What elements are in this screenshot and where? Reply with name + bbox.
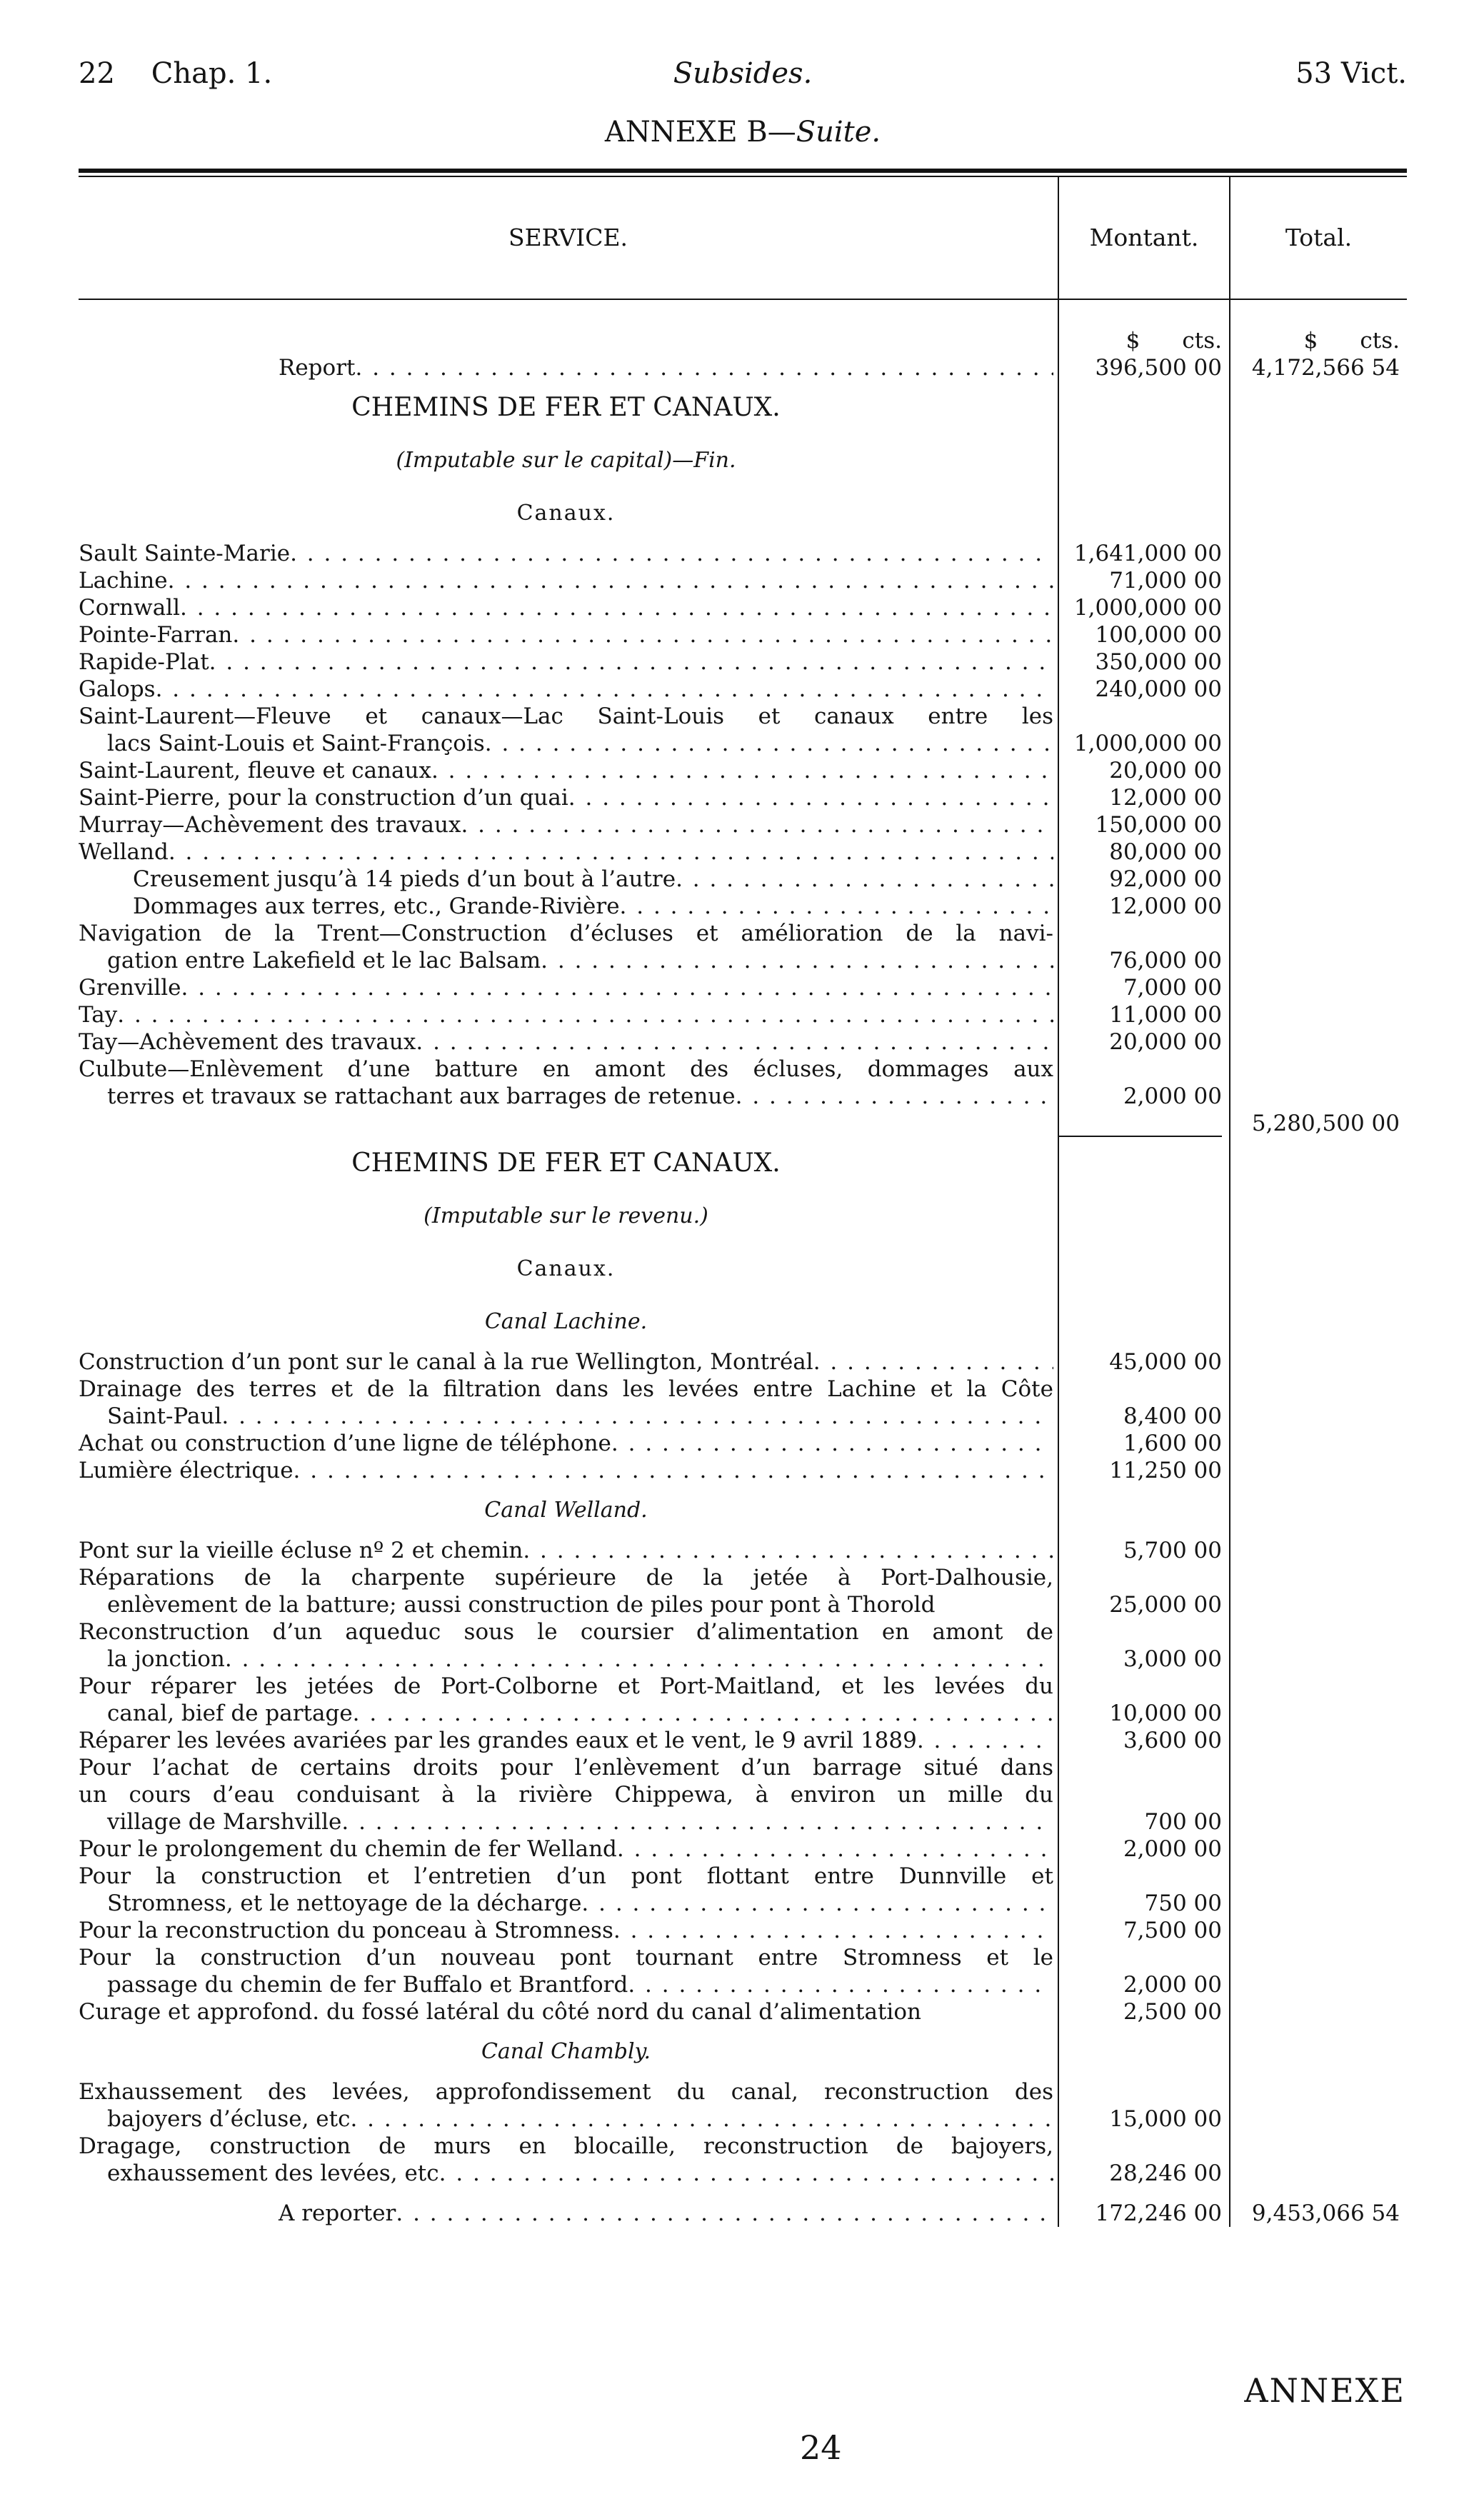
item-label-text: passage du chemin de fer Buffalo et Brantford: [107, 1972, 628, 1998]
section2-title-row: [79, 1137, 1407, 1190]
item-amount: 10,000 00: [1058, 1700, 1230, 1727]
item-amount: 7,000 00: [1058, 974, 1230, 1001]
item-amount: 15,000 00: [1058, 2105, 1230, 2133]
item-amount: 240,000 00: [1058, 676, 1230, 703]
subtotal-rule: [1059, 1123, 1222, 1137]
item-amount: 1,641,000 00: [1058, 540, 1230, 567]
item-text-line: Dragage, construction de murs en blocaille, reconstruction de bajoyers,: [79, 2133, 1053, 2159]
item-text-line: Réparations de la charpente supérieure de la jetée à Port-Dalhousie,: [79, 1565, 1053, 1591]
item-line: [79, 920, 1407, 947]
item-text-line: Pour l’achat de certains droits pour l’enlèvement d’un barrage situé dans: [79, 1755, 1053, 1781]
page-title: Subsides.: [673, 57, 813, 90]
item-label: [79, 866, 1053, 893]
item-line: [79, 1944, 1407, 1971]
item-row: [79, 540, 1407, 567]
item-label: [79, 2105, 1053, 2133]
item-label-text: Creusement jusqu’à 14 pieds d’un bout à l’autre: [133, 866, 676, 892]
item-amount: 45,000 00: [1058, 1348, 1230, 1376]
item-label: [79, 676, 1053, 703]
item-row: [79, 1727, 1407, 1754]
item-amount: 5,700 00: [1058, 1537, 1230, 1564]
item-label-text: Pointe-Farran: [79, 622, 233, 648]
item-label-text: Tay—Achèvement des travaux: [79, 1029, 416, 1055]
item-line: [79, 1618, 1407, 1646]
item-row: [79, 621, 1407, 648]
item-row: [79, 1028, 1407, 1056]
page-number: 24: [800, 2428, 842, 2467]
item-row: [79, 784, 1407, 811]
item-text-line: Navigation de la Trent—Construction d’écluses et amélioration de la navi-: [79, 921, 1053, 946]
col-header-montant: Montant.: [1058, 177, 1230, 299]
item-label-text: Dommages aux terres, etc., Grande-Rivière: [133, 893, 620, 919]
item-row: [79, 974, 1407, 1001]
item-label-text: village de Marshville: [107, 1809, 342, 1835]
item-amount: 12,000 00: [1058, 784, 1230, 811]
item-row: [79, 1890, 1407, 1917]
item-amount: 12,000 00: [1058, 893, 1230, 920]
item-label: [79, 947, 1053, 974]
carry-montant: 172,246 00: [1058, 2200, 1230, 2227]
item-label: [79, 1028, 1053, 1056]
col-header-total: Total.: [1230, 177, 1407, 299]
item-amount: 350,000 00: [1058, 648, 1230, 676]
canal-welland-title-row: [79, 1484, 1407, 1537]
spacer: [79, 2187, 1407, 2200]
item-label: [79, 730, 1053, 757]
item-amount: 1,600 00: [1058, 1430, 1230, 1457]
item-label: [79, 567, 1053, 594]
item-text-line: Reconstruction d’un aqueduc sous le coursier d’alimentation en amont de: [79, 1619, 1053, 1645]
item-row: [79, 1917, 1407, 1944]
item-label-text: Pour le prolongement du chemin de fer Welland: [79, 1836, 617, 1862]
item-amount: 100,000 00: [1058, 621, 1230, 648]
section2-title: CHEMINS DE FER ET CANAUX.: [351, 1148, 781, 1178]
item-amount: 28,246 00: [1058, 2160, 1230, 2187]
item-text-line: Pour la construction et l’entretien d’un pont flottant entre Dunnville et: [79, 1863, 1053, 1889]
item-label-text: Construction d’un pont sur le canal à la rue Wellington, Montréal: [79, 1349, 813, 1375]
item-amount: 2,000 00: [1058, 1971, 1230, 1998]
item-label: [79, 1727, 1053, 1754]
catchword: ANNEXE: [1244, 2371, 1405, 2410]
running-head: [79, 57, 1407, 107]
page-chapter: 22 Chap. 1.: [79, 57, 273, 90]
item-row: [79, 1457, 1407, 1484]
item-label-text: Réparer les levées avariées par les grandes eaux et le vent, le 9 avril 1889: [79, 1728, 917, 1753]
col-header-service: SERVICE.: [79, 177, 1058, 299]
canal-lachine-title-row: [79, 1296, 1407, 1348]
item-line: [79, 1673, 1407, 1700]
column-headers: [79, 177, 1407, 299]
item-text-line: Saint-Laurent—Fleuve et canaux—Lac Saint-Louis et canaux entre les: [79, 703, 1053, 729]
item-label-text: Welland: [79, 839, 169, 865]
item-amount: 76,000 00: [1058, 947, 1230, 974]
item-row: [79, 1998, 1407, 2025]
item-label: [79, 1971, 1053, 1998]
item-label-text: Rapide-Plat: [79, 649, 209, 675]
section1-title: CHEMINS DE FER ET CANAUX.: [351, 393, 781, 422]
item-amount: 7,500 00: [1058, 1917, 1230, 1944]
item-text-line: Exhaussement des levées, approfondissement du canal, reconstruction des: [79, 2079, 1053, 2105]
item-label: [79, 1457, 1053, 1484]
item-label-text: Saint-Laurent, fleuve et canaux: [79, 758, 431, 783]
item-row: [79, 1836, 1407, 1863]
item-label: [79, 1537, 1053, 1564]
item-label-text: Galops: [79, 676, 156, 702]
section1-subtitle: (Imputable sur le capital)—Fin.: [396, 448, 736, 473]
section1-subtitle-row: [79, 434, 1407, 487]
item-label: [79, 1403, 1053, 1430]
item-row: [79, 757, 1407, 784]
item-row: [79, 648, 1407, 676]
item-label-text: Stromness, et le nettoyage de la décharge: [107, 1890, 582, 1916]
item-row: [79, 1348, 1407, 1376]
section1-group-row: [79, 487, 1407, 540]
item-label: [79, 784, 1053, 811]
item-label: [79, 648, 1053, 676]
item-label-text: canal, bief de partage: [107, 1701, 353, 1726]
section1-group: Canaux.: [516, 501, 616, 526]
item-amount: 8,400 00: [1058, 1403, 1230, 1430]
unit-total: $ cts.: [1230, 299, 1407, 354]
item-row: [79, 947, 1407, 974]
item-label-text: Curage et approfond. du fossé latéral du côté nord du canal d’alimentation: [79, 1999, 921, 2025]
item-text-line: Pour la construction d’un nouveau pont tournant entre Stromness et le: [79, 1945, 1053, 1970]
item-row: [79, 1808, 1407, 1836]
item-amount: 700 00: [1058, 1808, 1230, 1836]
item-label: [79, 1591, 1053, 1618]
item-amount: 25,000 00: [1058, 1591, 1230, 1618]
item-label: [79, 2160, 1053, 2187]
item-label-text: Pour la reconstruction du ponceau à Stromness: [79, 1918, 613, 1943]
report-row: [79, 354, 1407, 381]
item-row: [79, 1700, 1407, 1727]
item-amount: 2,000 00: [1058, 1083, 1230, 1110]
item-amount: 3,600 00: [1058, 1727, 1230, 1754]
canal-welland-title: Canal Welland.: [484, 1498, 648, 1523]
section2-subtitle: (Imputable sur le revenu.): [423, 1203, 708, 1228]
item-label: [79, 540, 1053, 567]
item-row: [79, 2105, 1407, 2133]
item-label: [79, 1998, 1053, 2025]
unit-montant: $ cts.: [1058, 299, 1230, 354]
budget-table: [79, 177, 1407, 2227]
item-line: [79, 703, 1407, 730]
item-label: [79, 838, 1053, 866]
item-line: [79, 1056, 1407, 1083]
item-amount: 2,000 00: [1058, 1836, 1230, 1863]
item-amount: 11,250 00: [1058, 1457, 1230, 1484]
item-amount: 150,000 00: [1058, 811, 1230, 838]
canal-lachine-title: Canal Lachine.: [484, 1309, 648, 1334]
item-row: [79, 1001, 1407, 1028]
double-rule-thick: [79, 169, 1407, 173]
item-text-line: Culbute—Enlèvement d’une batture en amont des écluses, dommages aux: [79, 1056, 1053, 1082]
item-line: [79, 1754, 1407, 1781]
section1-total-row: [79, 1110, 1407, 1137]
item-label: [79, 594, 1053, 621]
canal-chambly-title-row: [79, 2025, 1407, 2078]
page: [79, 57, 1407, 2467]
item-label: [79, 1348, 1053, 1376]
item-label: [79, 1890, 1053, 1917]
item-label-text: Cornwall: [79, 595, 181, 621]
item-label-text: terres et travaux se rattachant aux barrages de retenue: [107, 1083, 736, 1109]
item-amount: 750 00: [1058, 1890, 1230, 1917]
unit-row: [79, 299, 1407, 354]
item-line: [79, 1564, 1407, 1591]
item-row: [79, 567, 1407, 594]
item-label-text: Saint-Pierre, pour la construction d’un quai: [79, 785, 568, 811]
item-label-text: Saint-Paul: [107, 1403, 222, 1429]
item-row: [79, 1646, 1407, 1673]
item-label: [79, 1430, 1053, 1457]
item-row: [79, 730, 1407, 757]
item-label-text: Lachine: [79, 568, 168, 594]
item-label: [79, 1646, 1053, 1673]
item-row: [79, 1430, 1407, 1457]
item-label: [79, 1808, 1053, 1836]
item-line: [79, 1781, 1407, 1808]
item-row: [79, 1971, 1407, 1998]
item-label-text: Achat ou construction d’une ligne de téléphone: [79, 1431, 611, 1456]
item-row: [79, 1083, 1407, 1110]
item-row: [79, 1591, 1407, 1618]
item-label-text: Sault Sainte-Marie: [79, 541, 291, 566]
item-label-text: bajoyers d’écluse, etc: [107, 2106, 351, 2132]
item-row: [79, 838, 1407, 866]
regnal-year: 53 Vict.: [1295, 57, 1407, 90]
item-amount: 71,000 00: [1058, 567, 1230, 594]
item-label: [79, 1836, 1053, 1863]
item-label: [79, 893, 1053, 920]
item-amount: 92,000 00: [1058, 866, 1230, 893]
item-label-text: la jonction: [107, 1646, 225, 1672]
report-montant: 396,500 00: [1058, 354, 1230, 381]
item-amount: 1,000,000 00: [1058, 594, 1230, 621]
item-row: [79, 2160, 1407, 2187]
section1-total: 5,280,500 00: [1230, 1110, 1407, 1137]
item-label-text: Pont sur la vieille écluse nº 2 et chemin: [79, 1538, 523, 1563]
item-row: [79, 866, 1407, 893]
canal-chambly-title: Canal Chambly.: [481, 2039, 651, 2064]
item-amount: 1,000,000 00: [1058, 730, 1230, 757]
annex-title: ANNEXE B—Suite.: [604, 116, 881, 149]
item-row: [79, 1403, 1407, 1430]
carry-row: [79, 2200, 1407, 2227]
item-label: [79, 974, 1053, 1001]
item-line: [79, 2133, 1407, 2160]
item-row: [79, 594, 1407, 621]
item-amount: 11,000 00: [1058, 1001, 1230, 1028]
item-label: [79, 1083, 1053, 1110]
item-label: [79, 811, 1053, 838]
item-amount: 3,000 00: [1058, 1646, 1230, 1673]
carry-label: A reporter: [279, 2200, 396, 2226]
section2-group: Canaux.: [516, 1256, 616, 1281]
item-label: [79, 621, 1053, 648]
item-amount: 20,000 00: [1058, 1028, 1230, 1056]
item-row: [79, 893, 1407, 920]
report-total: 4,172,566 54: [1230, 354, 1407, 381]
item-row: [79, 811, 1407, 838]
section2-group-row: [79, 1243, 1407, 1296]
item-label: [79, 757, 1053, 784]
item-row: [79, 676, 1407, 703]
item-label-text: Grenville: [79, 975, 181, 1001]
item-label-text: exhaussement des levées, etc: [107, 2160, 439, 2186]
item-label: [79, 1700, 1053, 1727]
item-text-line: Pour réparer les jetées de Port-Colborne et Port-Maitland, et les levées du: [79, 1673, 1053, 1699]
item-amount: 20,000 00: [1058, 757, 1230, 784]
item-text-line: Drainage des terres et de la filtration dans les levées entre Lachine et la Côte: [79, 1376, 1053, 1402]
item-line: [79, 1376, 1407, 1403]
section2-subtitle-row: [79, 1190, 1407, 1243]
item-label-text: gation entre Lakefield et le lac Balsam: [107, 948, 541, 973]
item-amount: 2,500 00: [1058, 1998, 1230, 2025]
item-label-text: Tay: [79, 1002, 118, 1028]
item-label-text: Lumière électrique: [79, 1458, 294, 1483]
item-label: [79, 1001, 1053, 1028]
item-amount: 80,000 00: [1058, 838, 1230, 866]
report-label: Report: [279, 355, 356, 381]
item-text-line: un cours d’eau conduisant à la rivière Chippewa, à environ un mille du: [79, 1782, 1053, 1808]
item-line: [79, 1863, 1407, 1890]
item-label-text: enlèvement de la batture; aussi construction de piles pour pont à Thorold: [107, 1592, 936, 1618]
item-label-text: Murray—Achèvement des travaux: [79, 812, 461, 838]
item-label-text: lacs Saint-Louis et Saint-François: [107, 731, 485, 756]
item-row: [79, 1537, 1407, 1564]
carry-total: 9,453,066 54: [1230, 2200, 1407, 2227]
section1-title-row: [79, 381, 1407, 434]
item-line: [79, 2078, 1407, 2105]
item-label: [79, 1917, 1053, 1944]
